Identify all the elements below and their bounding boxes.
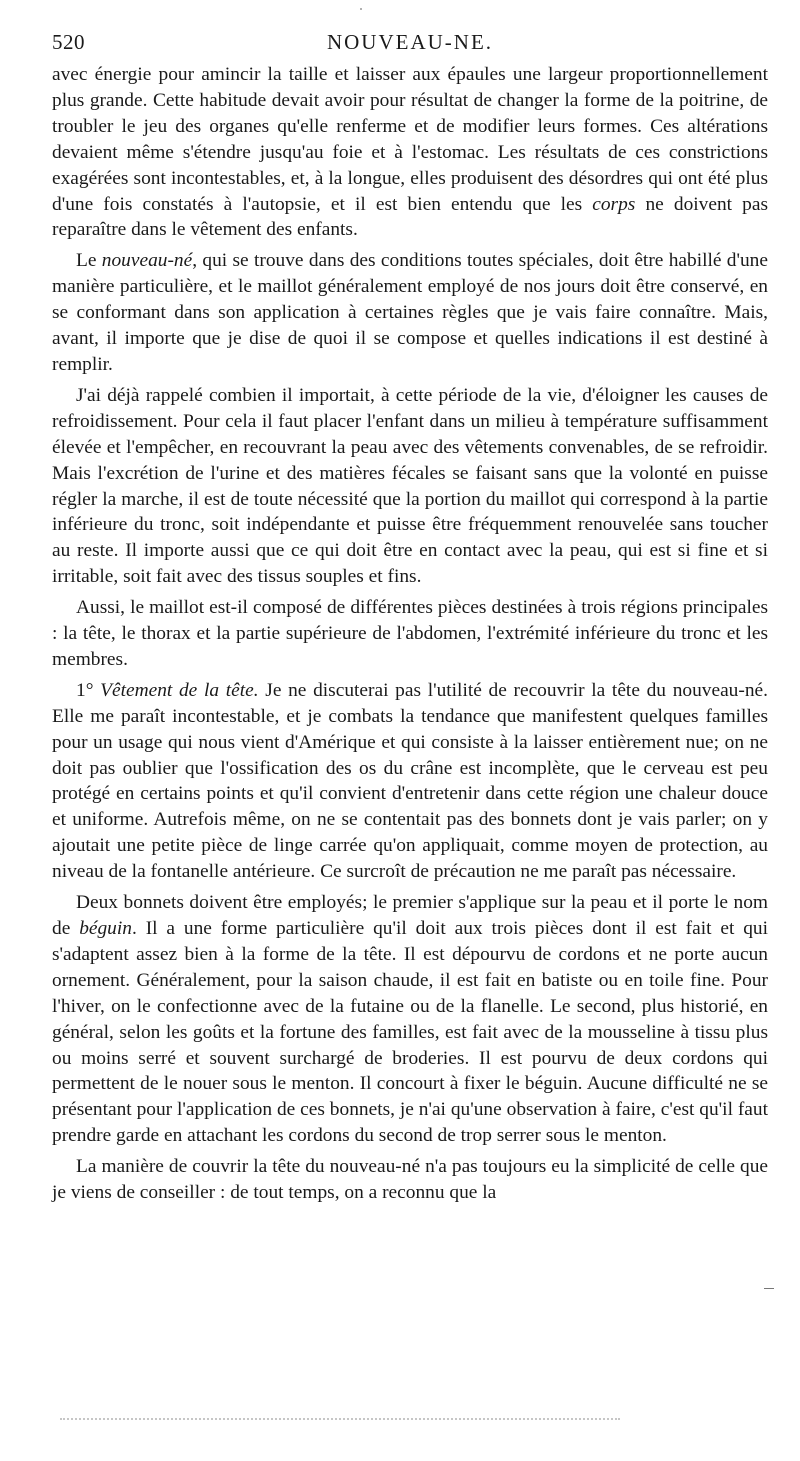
paragraph-3 <box>52 383 768 590</box>
paragraph-1-tail: ne doivent pas reparaître dans le vêtement des enfants. <box>52 193 768 241</box>
print-speck <box>360 8 362 10</box>
page-header <box>52 28 768 58</box>
paragraph-1-emphasis: corps <box>592 193 636 215</box>
paragraph-6-tail: . Il a une forme particulière qu'il doit aux trois pièces dont il est fait et qui s'adaptent assez bien à la forme de la tête. Il est dépourvu de cordons et ne porte aucun ornement. Généralement, pour la saison chaude, il est fait en batiste ou en toile fine. Pour l'hiver, on le confectionne avec de la futaine ou de la flanelle. Le second, plus historié, en général, selon les goûts et la fortune des familles, est fait avec de la mousseline à tissu plus ou moins serré et souvent surchargé de broderies. Il est pourvu de deux cordons qui permettent de le nouer sous le menton. Il concourt à fixer le béguin. Aucune difficulté ne se présentant pour l'application de ces bonnets, je n'ai qu'une observation à faire, c'est qu'il faut prendre garde en attachant les cordons du second de trop serrer sous le menton. <box>52 918 768 1147</box>
paragraph-2-text: , qui se trouve dans des conditions toutes spéciales, doit être habillé d'une manière particulière, et le maillot généralement employé de nos jours doit être conservé, en se conformant dans son application à certaines règles que je vais faire connaître. Mais, avant, il importe que je dise de quoi il se compose et quelles indications il est destiné à remplir. <box>52 250 768 375</box>
section-heading: Vêtement de la tête. <box>100 679 259 701</box>
paragraph-2-emphasis: nouveau-né <box>101 250 193 272</box>
section-heading-paragraph <box>52 678 768 885</box>
paragraph-4-text: Aussi, le maillot est-il composé de différentes pièces destinées à trois régions principales : la tête, le thorax et la partie supérieure de l'abdomen, l'extrémité inférieure du tronc et les membres. <box>52 597 768 670</box>
book-page <box>52 28 768 1211</box>
paragraph-1-text: avec énergie pour amincir la taille et laisser aux épaules une largeur proportionnellement plus grande. Cette habitude devait avoir pour résultat de changer la forme de la poitrine, de troubler le jeu des organes qu'elle renferme et de modifier leurs formes. Ces altérations devaient même s'étendre jusqu'au foie et à l'estomac. Les résultats de ces constrictions exagérées sont incontestables, et, à la longue, elles produisent des désordres qui ont été plus d'une fois constatés à l'autopsie, et il est bien entendu que les <box>52 64 768 215</box>
running-title: NOUVEAU-NE. <box>326 30 494 54</box>
paragraph-7 <box>52 1154 768 1206</box>
bleed-through-line <box>60 1418 620 1422</box>
paragraph-3-text: J'ai déjà rappelé combien il importait, à cette période de la vie, d'éloigner les causes de refroidissement. Pour cela il faut placer l'enfant dans un milieu à température suffisamment élevée et l'empêcher, en recouvrant la peau avec des vêtements convenables, de se refroidir. Mais l'excrétion de l'urine et des matières fécales se faisant sans que la volonté en puisse régler la marche, il est de toute nécessité que la portion du maillot qui correspond à la partie inférieure du tronc, soit indépendante et puisse être fréquemment renouvelée sans toucher au reste. Il importe aussi que ce qui doit être en contact avec la peau, qui est si fine et si irritable, soit fait avec des tissus souples et fins. <box>52 384 768 588</box>
section-number: 1° <box>76 679 101 701</box>
body-text <box>52 62 768 1206</box>
page-number: 520 <box>52 30 85 54</box>
paragraph-6 <box>52 890 768 1149</box>
paragraph-5-text: Je ne discuterai pas l'utilité de recouvrir la tête du nouveau-né. Elle me paraît incontestable, et je combats la tendance que manifestent quelques familles pour un usage qui nous vient d'Amérique et qui consiste à la laisser entièrement nue; on ne doit pas oublier que l'ossification des os du crâne est incomplète, que le cerveau est peu protégé en certains points et qu'il convient d'entretenir dans cette région une chaleur douce et uniforme. Autrefois même, on ne se contentait pas des bonnets dont je vais parler; on y ajoutait une petite pièce de linge carrée qu'on appliquait, comme moyen de protection, au niveau de la fontanelle antérieure. Ce surcroît de précaution ne me paraît pas nécessaire. <box>52 679 768 883</box>
paragraph-7-text: La manière de couvrir la tête du nouveau-né n'a pas toujours eu la simplicité de celle que je viens de conseiller : de tout temps, on a reconnu que la <box>52 1156 768 1204</box>
paragraph-2-lead: Le <box>76 250 102 272</box>
paragraph-4 <box>52 595 768 673</box>
paragraph-1 <box>52 62 768 243</box>
paragraph-2 <box>52 248 768 378</box>
paragraph-6-emphasis: béguin <box>79 918 132 939</box>
paragraph-6-text: Deux bonnets doivent être employés; le premier s'applique sur la peau et il porte le nom de <box>52 892 768 939</box>
margin-mark <box>764 1288 774 1289</box>
